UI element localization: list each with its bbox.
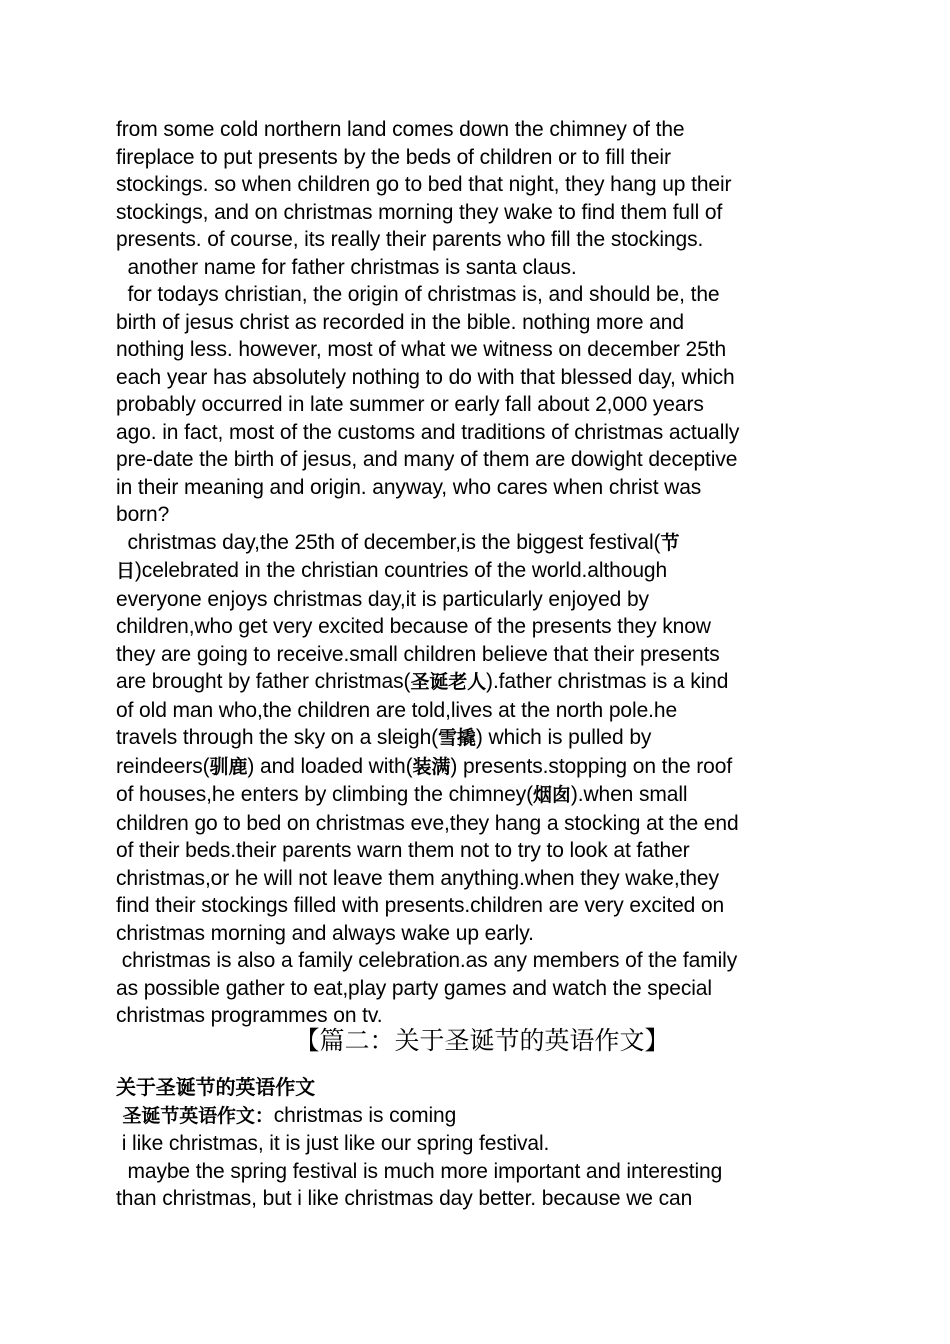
chinese-gloss: 驯鹿 <box>209 755 248 778</box>
paragraph-father-christmas-intro <box>116 116 846 254</box>
text-line: as possible gather to eat,play party games and watch the special <box>116 976 712 1000</box>
text-line: presents. of course, its really their parents who fill the stockings. <box>116 228 704 251</box>
text-segment: christmas day,the 25th of december,is the biggest festival( <box>116 530 661 554</box>
text-segment: ) which is pulled by <box>475 726 652 749</box>
text-line: in their meaning and origin. anyway, who cares when christ was <box>116 475 702 499</box>
chinese-gloss: 烟囱 <box>533 784 571 806</box>
text-segment: )celebrated in the christian countries of the world.although <box>134 559 668 582</box>
text-line: christmas,or he will not leave them anything.when they wake,they <box>116 866 719 890</box>
text-line <box>116 781 846 810</box>
text-line: fireplace to put presents by the beds of children or to fill their <box>116 145 671 169</box>
essay-lead-text: christmas is coming <box>273 1103 457 1127</box>
chinese-gloss: 日 <box>116 560 135 582</box>
text-line: christmas programmes on tv. <box>116 1004 383 1027</box>
text-line: than christmas, but i like christmas day better. because we can <box>116 1187 693 1210</box>
chinese-gloss: 雪撬 <box>438 727 476 749</box>
essay-lead-line <box>116 1102 846 1131</box>
text-segment: reindeers( <box>116 754 210 778</box>
paragraph-origin-of-christmas <box>116 281 846 529</box>
text-line: pre-date the birth of jesus, and many of them are dowight deceptive <box>116 448 738 471</box>
text-segment: ) presents.stopping on the roof <box>450 754 733 778</box>
text-line: i like christmas, it is just like our spring festival. <box>116 1132 550 1155</box>
chinese-gloss: 节 <box>660 531 680 554</box>
essay-title: 关于圣诞节的英语作文 <box>116 1075 315 1099</box>
paragraph-family-celebration <box>116 947 846 1030</box>
text-line: maybe the spring festival is much more important and interesting <box>116 1159 723 1183</box>
text-line <box>116 557 846 586</box>
text-line: find their stockings filled with presents.children are very excited on <box>116 894 725 917</box>
text-line <box>116 753 846 782</box>
text-segment: are brought by father christmas( <box>116 670 411 693</box>
text-line: from some cold northern land comes down the chimney of the <box>116 118 685 141</box>
chinese-gloss: 圣诞老人 <box>410 671 487 693</box>
text-line: christmas is also a family celebration.as any members of the family <box>116 949 738 972</box>
text-segment: ).father christmas is a kind <box>486 670 729 693</box>
text-line <box>116 529 846 558</box>
text-line <box>116 668 846 697</box>
chinese-gloss: 装满 <box>412 755 451 778</box>
text-line: each year has absolutely nothing to do with that blessed day, which <box>116 365 735 389</box>
text-line: for todays christian, the origin of christmas is, and should be, the <box>116 283 720 306</box>
paragraph-santa-claus <box>116 254 846 282</box>
text-line: another name for father christmas is santa claus. <box>116 255 577 279</box>
text-line: stockings, and on christmas morning they wake to find them full of <box>116 200 723 224</box>
text-line: everyone enjoys christmas day,it is particularly enjoyed by <box>116 587 649 611</box>
essay-section <box>116 1074 846 1213</box>
text-line: probably occurred in late summer or early fall about 2,000 years <box>116 393 704 416</box>
body-text <box>116 116 846 1030</box>
text-line: nothing less. however, most of what we witness on december 25th <box>116 338 727 361</box>
text-segment: travels through the sky on a sleigh( <box>116 726 439 749</box>
text-line: of old man who,the children are told,lives at the north pole.he <box>116 698 678 722</box>
text-line: they are going to receive.small children believe that their presents <box>116 642 720 666</box>
text-segment: of houses,he enters by climbing the chimney( <box>116 783 533 806</box>
text-line: born? <box>116 503 170 526</box>
text-line: children go to bed on christmas eve,they hang a stocking at the end <box>116 811 739 835</box>
text-segment: ).when small <box>570 783 688 806</box>
text-line: ago. in fact, most of the customs and traditions of christmas actually <box>116 420 740 444</box>
text-line: christmas morning and always wake up early. <box>116 921 534 945</box>
paragraph-christmas-day <box>116 529 846 948</box>
text-line: children,who get very excited because of the presents they know <box>116 615 711 638</box>
text-line: stockings. so when children go to bed that night, they hang up their <box>116 173 732 196</box>
section-heading: 【篇二：关于圣诞节的英语作文】 <box>294 1026 670 1055</box>
text-line <box>116 724 846 753</box>
essay-lead-label: 圣诞节英语作文： <box>116 1104 274 1127</box>
text-line: birth of jesus christ as recorded in the bible. nothing more and <box>116 310 684 334</box>
text-segment: ) and loaded with( <box>247 754 413 778</box>
text-line: of their beds.their parents warn them not to try to look at father <box>116 839 690 862</box>
